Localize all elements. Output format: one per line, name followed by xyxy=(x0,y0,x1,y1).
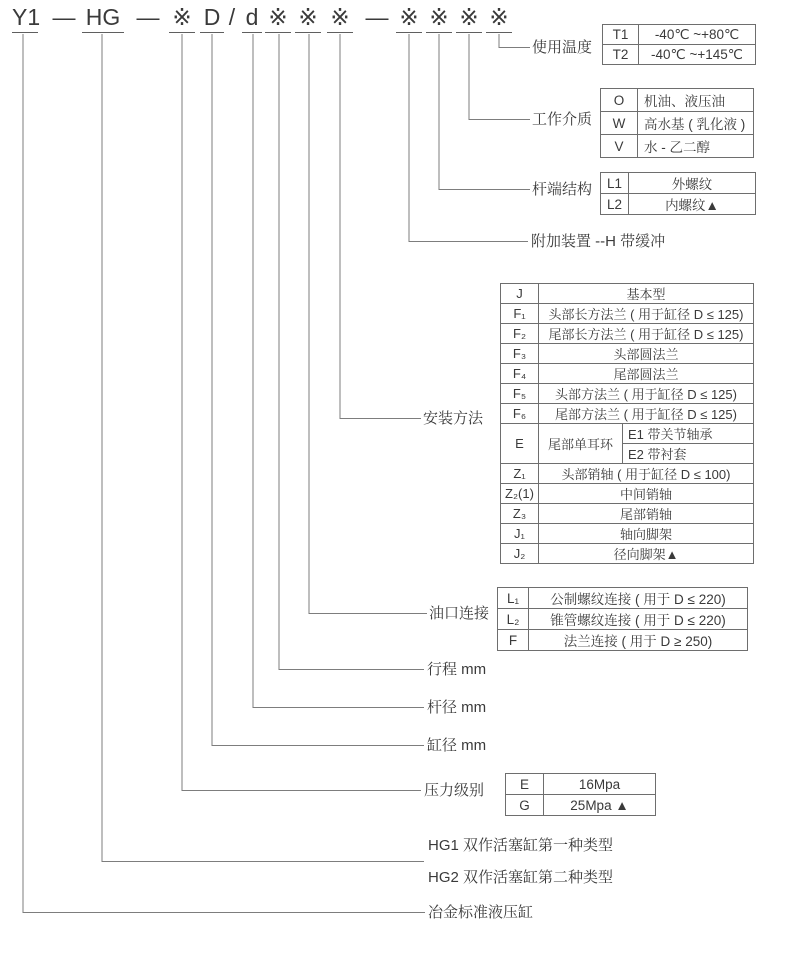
oil-port-table xyxy=(497,587,748,651)
table-row xyxy=(501,344,754,364)
cell-desc: 公制螺纹连接 ( 用于 D ≤ 220) xyxy=(529,588,748,609)
code-token-star-5: ※ xyxy=(396,4,422,33)
cell-code: J₁ xyxy=(501,524,539,544)
label-rod-dia: 杆径 mm xyxy=(427,699,487,716)
table-row xyxy=(601,112,754,135)
table-row xyxy=(498,609,748,630)
pressure-table xyxy=(505,773,656,816)
label-hg2: HG2 双作活塞缸第二种类型 xyxy=(428,869,614,886)
table-row xyxy=(498,588,748,609)
table-row xyxy=(501,424,754,444)
table-row xyxy=(501,304,754,324)
label-oil-port: 油口连接 xyxy=(429,605,490,622)
cell-code: O xyxy=(601,89,638,112)
table-row xyxy=(501,544,754,564)
table-row xyxy=(498,630,748,651)
cell-desc: 头部长方法兰 ( 用于缸径 D ≤ 125) xyxy=(539,304,754,324)
cell-sub-desc: E2 带衬套 xyxy=(623,444,754,464)
cell-desc: 水 - 乙二醇 xyxy=(638,135,754,158)
table-row xyxy=(501,524,754,544)
label-stroke: 行程 mm xyxy=(427,661,487,678)
table-row xyxy=(601,173,756,194)
cell-desc: 中间销轴 xyxy=(539,484,754,504)
table-row xyxy=(603,45,756,65)
connector-line xyxy=(212,34,424,746)
cell-code: E xyxy=(506,774,544,795)
cell-code: F₆ xyxy=(501,404,539,424)
cell-code: F₂ xyxy=(501,324,539,344)
medium-table xyxy=(600,88,754,158)
mounting-table xyxy=(500,283,754,564)
code-dash: — xyxy=(365,4,389,30)
cell-code: T2 xyxy=(603,45,639,65)
cell-desc: 轴向脚架 xyxy=(539,524,754,544)
cell-desc: 尾部销轴 xyxy=(539,504,754,524)
cell-code: F₃ xyxy=(501,344,539,364)
label-pressure: 压力级别 xyxy=(424,782,485,799)
label-base: 冶金标准液压缸 xyxy=(428,904,534,921)
connector-line xyxy=(499,34,530,48)
connector-line xyxy=(182,34,421,791)
table-row xyxy=(501,364,754,384)
connector-line xyxy=(279,34,424,670)
cell-code: L2 xyxy=(601,194,629,215)
cell-desc: -40℃ ~+145℃ xyxy=(639,45,756,65)
code-token-star-3: ※ xyxy=(295,4,321,33)
connector-line xyxy=(102,34,424,862)
cell-desc: 尾部方法兰 ( 用于缸径 D ≤ 125) xyxy=(539,404,754,424)
label-bore-dia: 缸径 mm xyxy=(427,737,487,754)
cell-code: J₂ xyxy=(501,544,539,564)
table-row xyxy=(601,135,754,158)
code-dash: — xyxy=(52,4,76,30)
code-token-star-4: ※ xyxy=(327,4,353,33)
table-row xyxy=(601,194,756,215)
cell-code: Z₃ xyxy=(501,504,539,524)
cell-code: F xyxy=(498,630,529,651)
code-dash: — xyxy=(136,4,160,30)
table-row xyxy=(501,324,754,344)
cell-code: L₁ xyxy=(498,588,529,609)
cell-desc: 尾部长方法兰 ( 用于缸径 D ≤ 125) xyxy=(539,324,754,344)
cell-desc: 头部销轴 ( 用于缸径 D ≤ 100) xyxy=(539,464,754,484)
code-token-hg: HG xyxy=(82,4,124,33)
cell-desc: 尾部单耳环 xyxy=(539,424,623,464)
code-token-star-2: ※ xyxy=(265,4,291,33)
cell-desc: 头部方法兰 ( 用于缸径 D ≤ 125) xyxy=(539,384,754,404)
label-rod-end: 杆端结构 xyxy=(532,181,593,198)
table-row xyxy=(501,384,754,404)
cell-code: J xyxy=(501,284,539,304)
cell-code: Z₁ xyxy=(501,464,539,484)
cell-desc: 尾部圆法兰 xyxy=(539,364,754,384)
cell-code: F₁ xyxy=(501,304,539,324)
table-row xyxy=(506,774,656,795)
cell-desc: 25Mpa ▲ xyxy=(544,795,656,816)
cell-code: G xyxy=(506,795,544,816)
code-token-star-7: ※ xyxy=(456,4,482,33)
label-temperature: 使用温度 xyxy=(532,39,593,56)
cell-code: T1 xyxy=(603,25,639,45)
code-token-star-8: ※ xyxy=(486,4,512,33)
cell-desc: 头部圆法兰 xyxy=(539,344,754,364)
cell-sub-desc: E1 带关节轴承 xyxy=(623,424,754,444)
cell-desc: -40℃ ~+80℃ xyxy=(639,25,756,45)
rod-end-table xyxy=(600,172,756,215)
cell-desc: 内螺纹▲ xyxy=(629,194,756,215)
label-accessory: 附加装置 --H 带缓冲 xyxy=(531,233,666,250)
cell-code: L1 xyxy=(601,173,629,194)
cell-desc: 径向脚架▲ xyxy=(539,544,754,564)
cell-code: E xyxy=(501,424,539,464)
label-medium: 工作介质 xyxy=(532,111,593,128)
cell-code: W xyxy=(601,112,638,135)
table-row xyxy=(501,404,754,424)
cell-desc: 机油、液压油 xyxy=(638,89,754,112)
cell-desc: 法兰连接 ( 用于 D ≥ 250) xyxy=(529,630,748,651)
cell-desc: 16Mpa xyxy=(544,774,656,795)
label-mounting: 安装方法 xyxy=(423,410,484,427)
code-token-d: d xyxy=(242,4,262,33)
code-token-y1: Y1 xyxy=(12,4,38,33)
code-token-star-6: ※ xyxy=(426,4,452,33)
cell-code: F₄ xyxy=(501,364,539,384)
connector-line xyxy=(23,34,425,913)
cell-desc: 高水基 ( 乳化液 ) xyxy=(638,112,754,135)
cell-code: L₂ xyxy=(498,609,529,630)
table-row xyxy=(501,464,754,484)
code-token-star-1: ※ xyxy=(169,4,195,33)
table-row xyxy=(501,284,754,304)
code-token-D: D xyxy=(200,4,224,33)
cell-desc: 基本型 xyxy=(539,284,754,304)
table-row xyxy=(603,25,756,45)
connector-line xyxy=(439,34,530,190)
temperature-table xyxy=(602,24,756,65)
cell-desc: 外螺纹 xyxy=(629,173,756,194)
table-row xyxy=(601,89,754,112)
cell-desc: 锥管螺纹连接 ( 用于 D ≤ 220) xyxy=(529,609,748,630)
cell-code: F₅ xyxy=(501,384,539,404)
table-row xyxy=(501,504,754,524)
table-row xyxy=(506,795,656,816)
code-slash: / xyxy=(228,4,236,30)
label-hg1: HG1 双作活塞缸第一种类型 xyxy=(428,837,614,854)
cell-code: Z₂(1) xyxy=(501,484,539,504)
cell-code: V xyxy=(601,135,638,158)
table-row xyxy=(501,484,754,504)
